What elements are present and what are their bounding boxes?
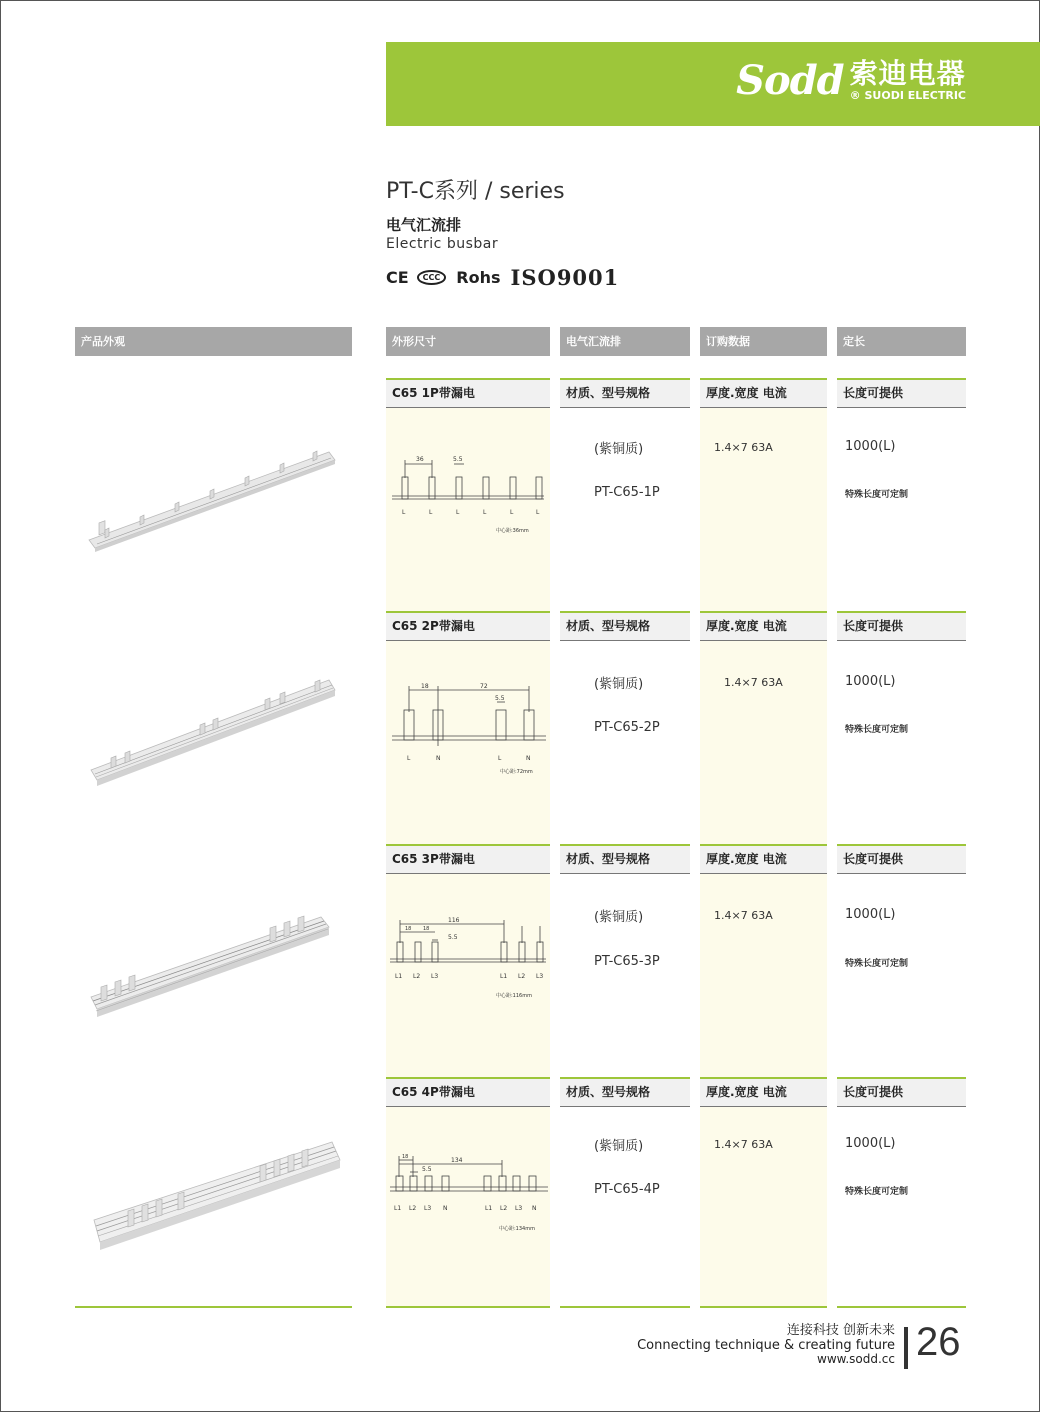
product-name: C65 2P带漏电 [386,611,550,641]
pole-label: L [536,509,540,516]
certifications [386,265,619,290]
logo-name-cn: 索迪电器 [849,57,966,90]
dim-c: 116 [448,917,460,924]
subtitle-en: Electric busbar [386,236,499,252]
product-name: C65 1P带漏电 [386,378,550,408]
brand-logo [736,57,966,104]
center-distance: 中心距:134mm [499,1226,535,1232]
label-spec: 厚度.宽度 电流 [700,611,827,641]
dim-c: 134 [451,1157,463,1164]
spec: 1.4×7 63A [714,909,773,922]
label-provide: 长度可提供 [837,378,966,408]
pole-label: L2 [500,1205,508,1212]
pole-label: L1 [485,1205,493,1212]
busbar-3p-image [85,905,345,1030]
label-provide: 长度可提供 [837,611,966,641]
pole-label: N [532,1205,537,1212]
pole-label: L [483,509,487,516]
ce-mark: CE [386,268,409,287]
pole-label: L3 [424,1205,432,1212]
pole-label: L1 [500,973,508,980]
busbar-2p-image [85,672,345,792]
logo-name-en: ® SUODI ELECTRIC [849,89,966,102]
pole-label: L [429,509,433,516]
brand-banner [386,42,1040,126]
busbar-1p-image [85,440,345,560]
label-provide: 长度可提供 [837,1077,966,1107]
custom-note: 特殊长度可定制 [845,725,909,735]
pole-label: L [498,755,502,762]
dimension-drawing [388,1150,548,1240]
pole-label: L [407,755,411,762]
dim-b: 18 [423,926,430,932]
page-number-bar [904,1327,908,1369]
pole-label: L1 [395,973,403,980]
page-title: PT-C系列 / series [386,179,565,204]
dimension-drawing [388,912,548,1004]
dim-a: 36 [416,456,424,463]
center-distance: 中心距:36mm [496,528,529,534]
spec: 1.4×7 63A [714,1138,773,1151]
dim-b: 5.5 [453,456,463,463]
website-url: www.sodd.cc [817,1352,895,1367]
slogan-cn: 连接科技 创新未来 [786,1323,895,1338]
pole-label: L2 [409,1205,417,1212]
header-order: 订购数据 [700,327,827,356]
material: (紫铜质) [594,1139,644,1154]
custom-note: 特殊长度可定制 [845,959,909,969]
pole-label: N [436,755,441,762]
center-distance: 中心距:116mm [496,993,532,999]
subtitle-cn: 电气汇流排 [386,216,462,234]
length: 1000(L) [845,1136,896,1151]
model: PT-C65-2P [594,720,660,735]
product-name: C65 4P带漏电 [386,1077,550,1107]
header-dimension: 外形尺寸 [386,327,550,356]
label-material: 材质、型号规格 [560,844,690,874]
dim-b: 5.5 [422,1166,432,1173]
ccc-mark: CCC [417,270,447,285]
label-material: 材质、型号规格 [560,378,690,408]
pole-label: L [510,509,514,516]
model: PT-C65-1P [594,485,660,500]
busbar-4p-image [88,1132,348,1257]
pole-label: L1 [394,1205,402,1212]
divider [75,1306,352,1308]
dim-a: 18 [421,683,429,690]
model: PT-C65-3P [594,954,660,969]
divider [386,1306,550,1308]
header-appearance: 产品外观 [75,327,352,356]
dimension-drawing [388,678,548,778]
length: 1000(L) [845,674,896,689]
page-number: 26 [916,1320,961,1364]
footer [637,1324,895,1367]
length: 1000(L) [845,907,896,922]
dim-d: 5.5 [448,934,458,941]
order-column-bg [700,378,827,1306]
iso-mark: ISO9001 [510,265,620,290]
dimension-drawing [388,448,548,540]
rohs-mark: Rohs [456,268,501,287]
divider [700,1306,827,1308]
pole-label: N [443,1205,448,1212]
material: (紫铜质) [594,910,644,925]
material: (紫铜质) [594,677,644,692]
dim-a: 18 [402,1154,409,1160]
spec: 1.4×7 63A [724,676,783,689]
pole-label: L [402,509,406,516]
material: (紫铜质) [594,442,644,457]
dim-c: 5.5 [495,695,505,702]
spec: 1.4×7 63A [714,441,773,454]
label-material: 材质、型号规格 [560,611,690,641]
length: 1000(L) [845,439,896,454]
header-busbar: 电气汇流排 [560,327,690,356]
product-name: C65 3P带漏电 [386,844,550,874]
pole-label: L [456,509,460,516]
pole-label: L3 [515,1205,523,1212]
divider [837,1306,966,1308]
label-provide: 长度可提供 [837,844,966,874]
label-spec: 厚度.宽度 电流 [700,378,827,408]
pole-label: L2 [518,973,526,980]
pole-label: L3 [431,973,439,980]
pole-label: L2 [413,973,421,980]
slogan-en: Connecting technique & creating future [637,1337,895,1353]
label-material: 材质、型号规格 [560,1077,690,1107]
pole-label: N [526,755,531,762]
model: PT-C65-4P [594,1182,660,1197]
logo-script: Sodd [736,57,844,104]
center-distance: 中心距:72mm [500,769,533,775]
custom-note: 特殊长度可定制 [845,490,909,500]
label-spec: 厚度.宽度 电流 [700,1077,827,1107]
dim-a: 18 [405,926,412,932]
divider [560,1306,690,1308]
header-length: 定长 [837,327,966,356]
pole-label: L3 [536,973,544,980]
dim-b: 72 [480,683,488,690]
custom-note: 特殊长度可定制 [845,1187,909,1197]
label-spec: 厚度.宽度 电流 [700,844,827,874]
